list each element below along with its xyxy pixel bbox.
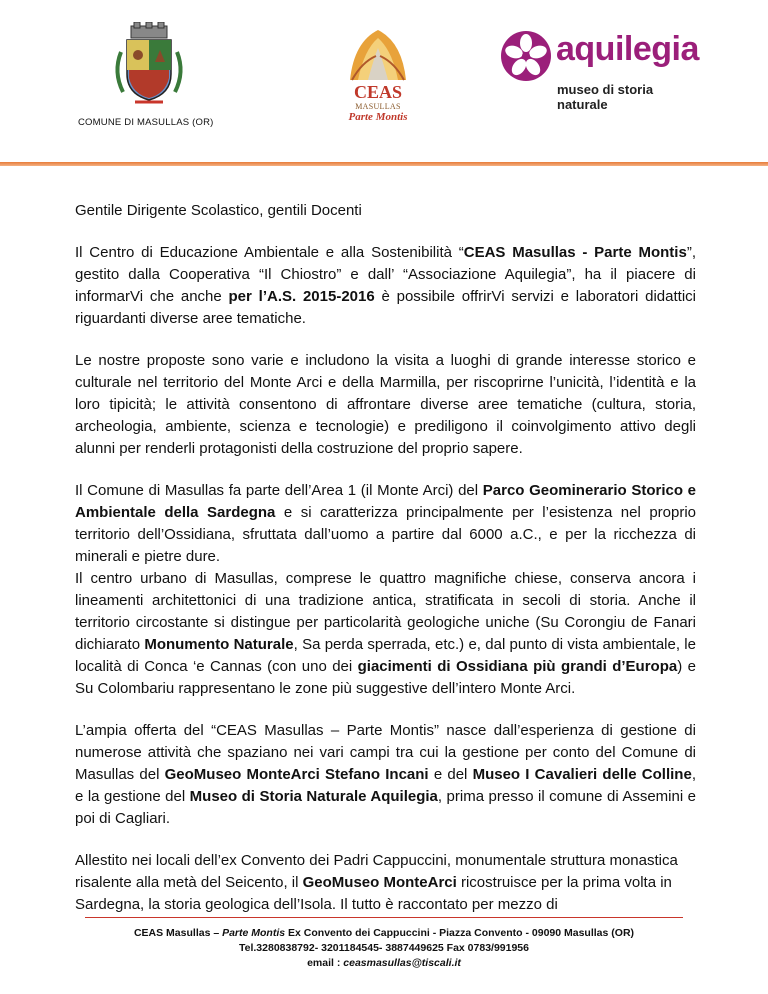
comune-label: COMUNE DI MASULLAS (OR): [78, 117, 214, 128]
aquilegia-logo: [500, 30, 700, 112]
ceas-emblem-icon: [328, 22, 428, 82]
aquilegia-subtitle: museo di storia naturale: [557, 82, 654, 112]
comune-crest-logo: [105, 22, 193, 112]
paragraph-intro: Il Centro di Educazione Ambientale e alla Sostenibilità “CEAS Masullas - Parte Montis”, gestito dalla Cooperativa “Il Chiostro” e dall’ “Associazione Aquilegia”, ha il piacere di informarVi che anche per l’A.S. 2015-2016 è possibile offrirVi servizi e laboratori didattici riguardanti diverse aree tematiche.: [75, 244, 696, 327]
ceas-title: CEAS: [353, 82, 402, 102]
greeting: Gentile Dirigente Scolastico, gentili Docenti: [75, 202, 362, 219]
header-divider: [0, 162, 768, 166]
footer-email: email : ceasmasullas@tiscali.it: [307, 957, 461, 969]
ceas-logo: [328, 22, 428, 122]
paragraph-park: Il Comune di Masullas fa parte dell’Area 1 (il Monte Arci) del Parco Geominerario Storico e Ambientale della Sardegna e si caratterizza principalmente per l’esistenza nel proprio territorio dell’Ossidiana, sfruttata dall’uomo a partire dal 6000 a.C., e per la ricchezza di minerali e pietre dure.: [75, 482, 697, 565]
letter-body: [75, 200, 696, 916]
letterhead: [0, 0, 768, 160]
paragraph-territory: Il centro urbano di Masullas, comprese le quattro magnifiche chiese, conserva ancora i lineamenti architettonici di una tradizione antica, stratificata in secoli di storia. Anche il territorio circostante si distingue per particolarità geologiche uniche (Su Corongiu de Fanari dichiarato Monumento Naturale, Sa perda sperrada, etc.) e, dal punto di vista ambientale, le località di Conca ‘e Cannas (con uno dei giacimenti di Ossidiana più grandi d’Europa) e Su Colombariu rappresentano le zone più suggestive dell’intero Monte Arci.: [75, 570, 696, 697]
aquilegia-name: aquilegia: [556, 30, 699, 68]
paragraph-experience: L’ampia offerta del “CEAS Masullas – Parte Montis” nasce dall’esperienza di gestione di numerose attività che spaziano nei vari campi tra cui la gestione per conto del Comune di Masullas del GeoMuseo MonteArci Stefano Incani e del Museo I Cavalieri delle Colline, e la gestione del Museo di Storia Naturale Aquilegia, prima presso il comune di Assemini e poi di Cagliari.: [75, 722, 696, 827]
ceas-place: Parte Montis: [348, 111, 408, 123]
paragraph-proposals: Le nostre proposte sono varie e includono la visita a luoghi di grande interesse storico e culturale nel territorio del Monte Arci e della Marmilla, per riscoprirne l’unicità, l’identità e la loro tipicità; le attività consentono di affrontare diverse aree tematiche (cultura, storia, archeologia, ambiente, scienza e tecnologie) e prediligono il coinvolgimento attivo degli alunni per renderli protagonisti della costruzione del proprio sapere.: [75, 352, 696, 457]
email-link[interactable]: ceasmasullas@tiscali.it: [343, 957, 461, 969]
paragraph-geomuseo: Allestito nei locali dell’ex Convento dei Padri Cappuccini, monumentale struttura monastica risalente alla metà del Seicento, il GeoMuseo MonteArci ricostruisce per la prima volta in Sardegna, la storia geologica dell’Isola. Il tutto è raccontato per mezzo di: [75, 852, 678, 913]
footer-address: CEAS Masullas – Parte Montis Ex Convento dei Cappuccini - Piazza Convento - 09090 Masullas (OR): [133, 927, 635, 939]
ceas-subtitle: MASULLAS: [355, 102, 401, 111]
footer: [0, 926, 768, 971]
footer-divider: [85, 917, 683, 918]
footer-phones: Tel.3280838792- 3201184545- 3887449625 Fax 0783/991956: [239, 942, 529, 954]
aquilegia-flower-icon: [500, 30, 552, 82]
